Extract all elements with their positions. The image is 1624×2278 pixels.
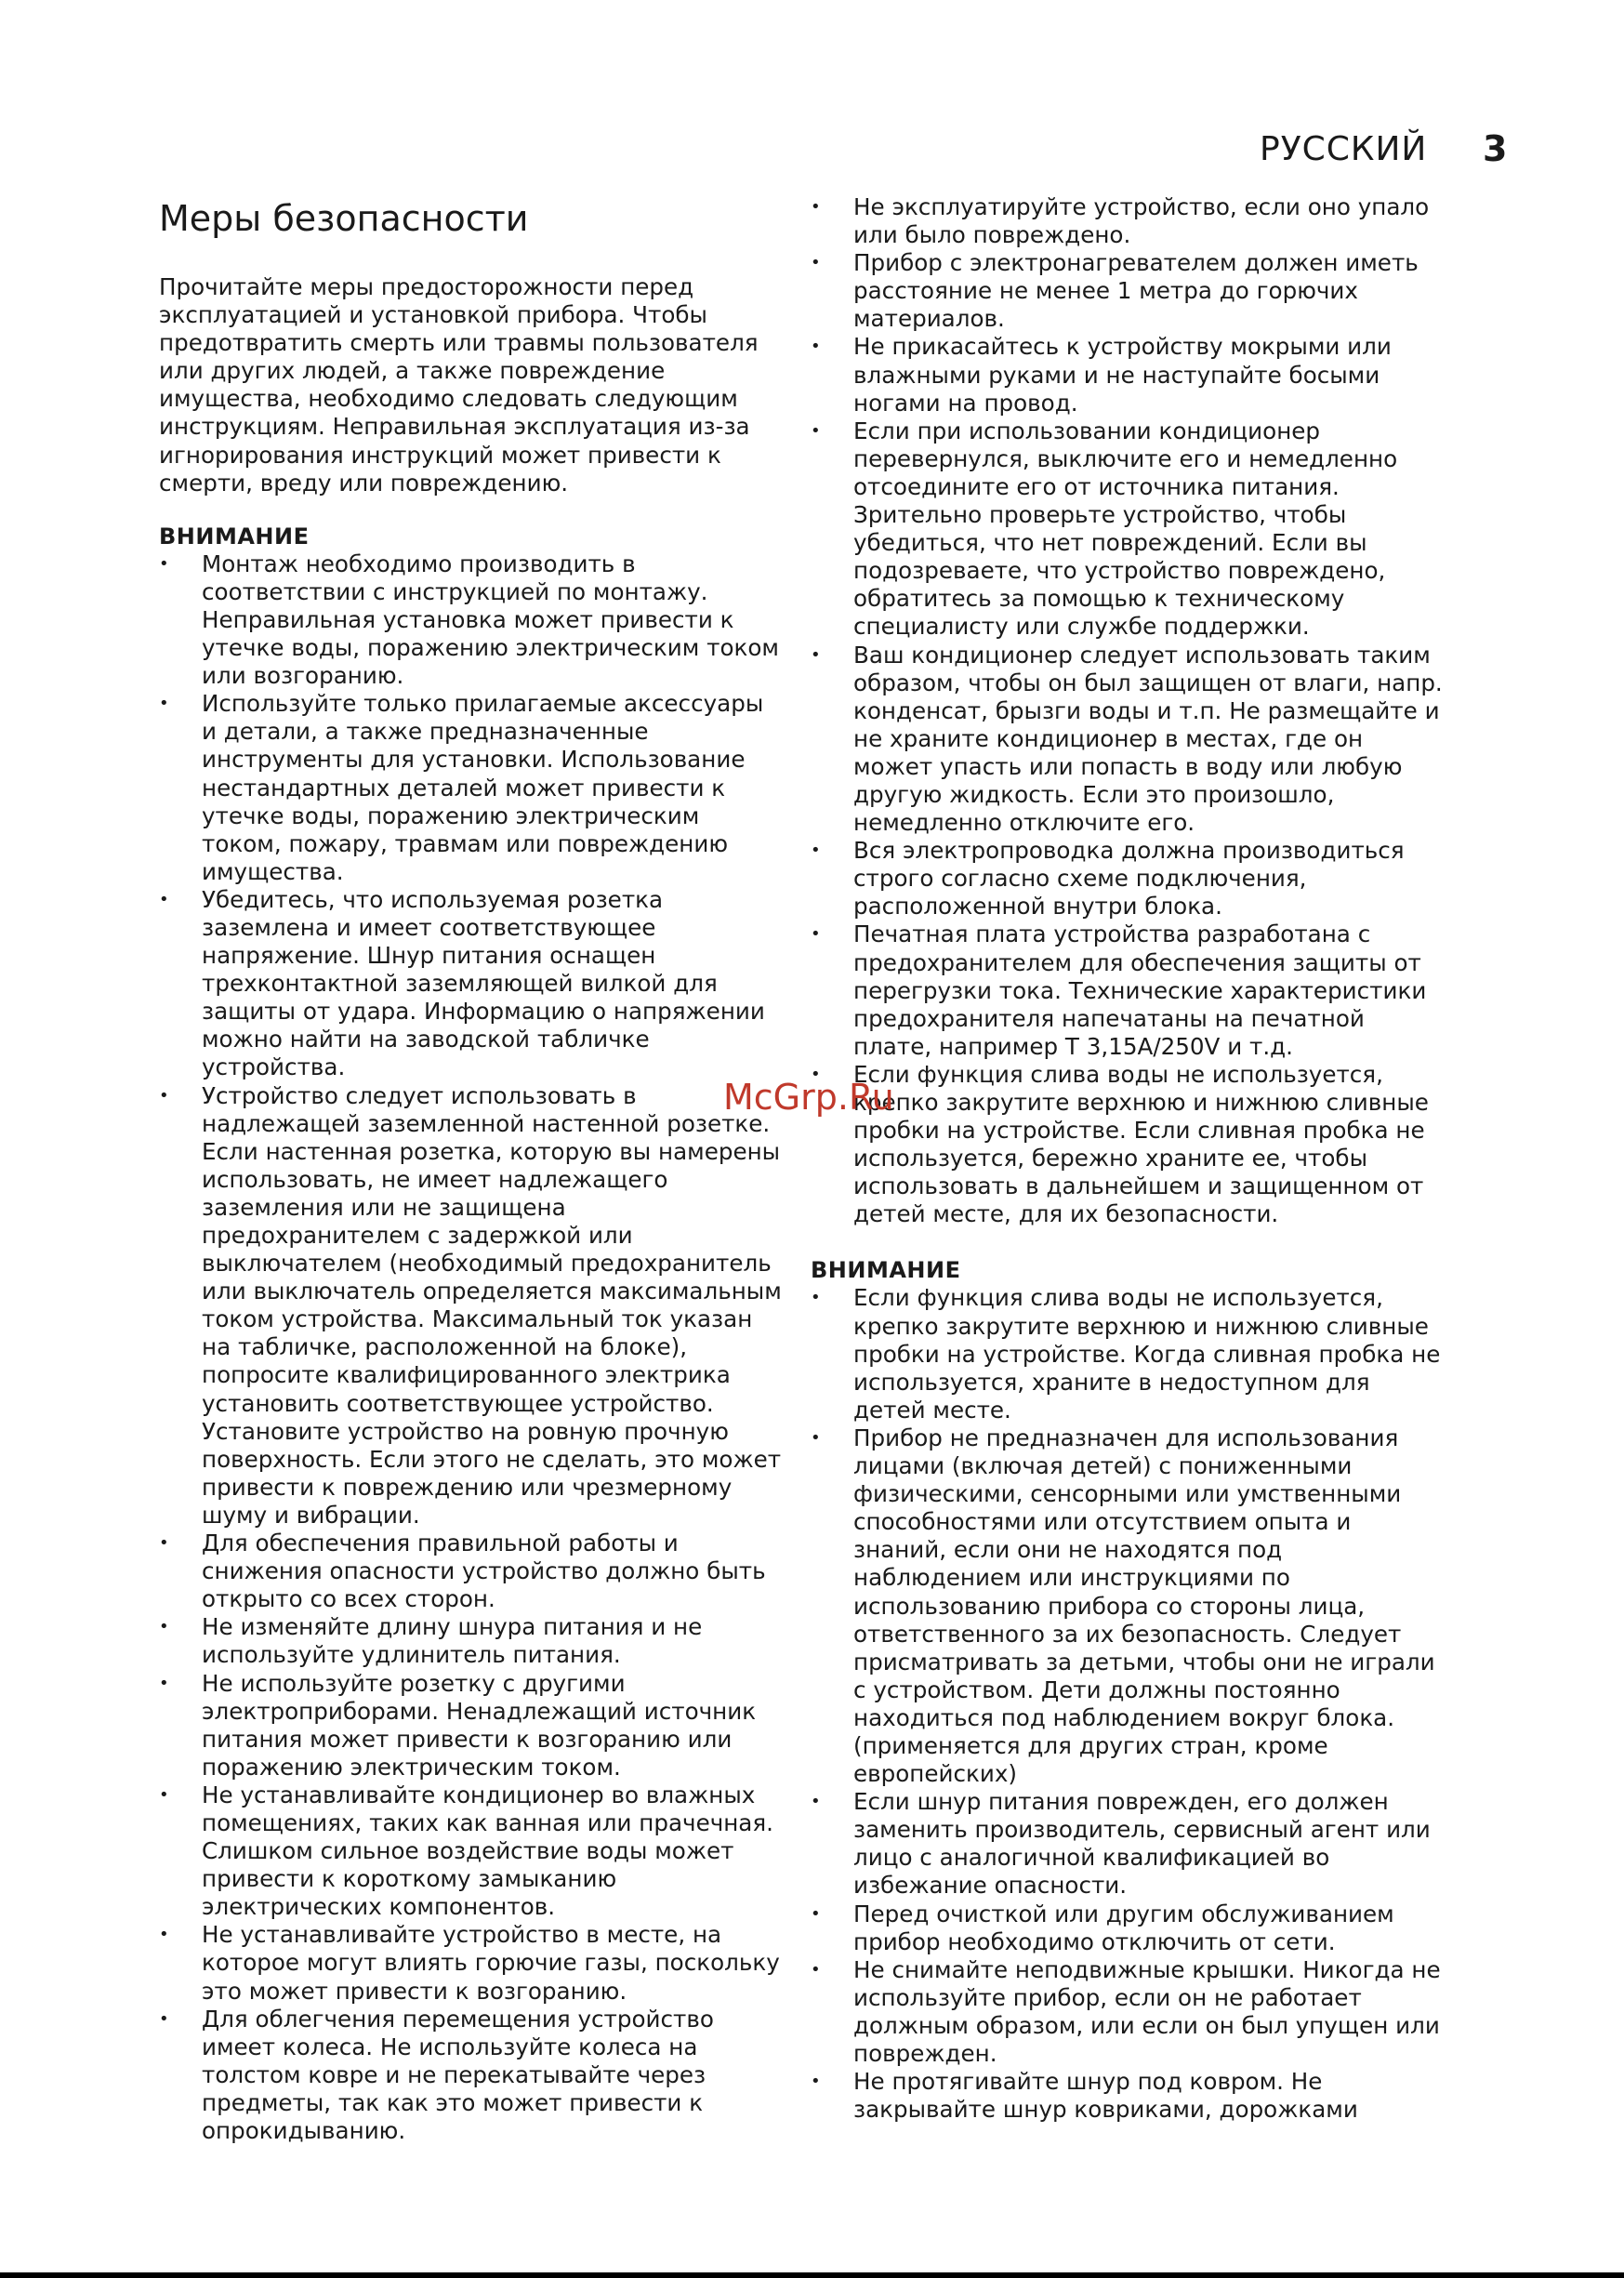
list-item: • Не устанавливайте кондиционер во влажных помещениях, таких как ванная или прачечная. Слишком сильное воздействие воды может привести к короткому замыканию электрических компонентов. bbox=[159, 1781, 782, 1921]
list-item: • Не прикасайтесь к устройству мокрыми или влажными руками и не наступайте босыми ногами на провод. bbox=[811, 333, 1443, 417]
list-item: • Если шнур питания поврежден, его должен заменить производитель, сервисный агент или лицо с аналогичной квалификацией во избежание опасности. bbox=[811, 1788, 1443, 1900]
list-item: • Не протягивайте шнур под ковром. Не закрывайте шнур ковриками, дорожками bbox=[811, 2068, 1443, 2124]
list-item: • Прибор с электронагревателем должен иметь расстояние не менее 1 метра до горючих материалов. bbox=[811, 249, 1443, 333]
list-item: • Ваш кондиционер следует использовать таким образом, чтобы он был защищен от влаги, напр. конденсат, брызги воды и т.п. Не размещайте и не храните кондиционер в местах, где он может упасть или попасть в воду или любую другую жидкость. Если это произошло, немедленно отключите его. bbox=[811, 642, 1443, 838]
list-item: • Не эксплуатируйте устройство, если оно упало или было повреждено. bbox=[811, 193, 1443, 249]
list-item: • Не используйте розетку с другими электроприборами. Ненадлежащий источник питания может привести к возгоранию или поражению электрическим током. bbox=[159, 1670, 782, 1781]
watermark-text: McGrp.Ru bbox=[723, 1077, 894, 1118]
warning-list-right bbox=[811, 1284, 1443, 2124]
section-title: Меры безопасности bbox=[159, 198, 529, 239]
list-item: • Используйте только прилагаемые аксессуары и детали, а также предназначенные инструменты для установки. Использование нестандартных деталей может привести к утечке воды, поражению электрическим током, пожару, травмам или повреждению имущества. bbox=[159, 690, 782, 886]
list-item: • Не снимайте неподвижные крышки. Никогда не используйте прибор, если он не работает должным образом, или если он был упущен или поврежден. bbox=[811, 1956, 1443, 2068]
left-column bbox=[159, 193, 782, 2145]
list-item: • Если при использовании кондиционер перевернулся, выключите его и немедленно отсоедините его от источника питания. Зрительно проверьте устройство, чтобы убедиться, что нет повреждений. Если вы подозреваете, что устройство повреждено, обратитесь за помощью к техническому специалисту или службе поддержки. bbox=[811, 417, 1443, 642]
list-item: • Не изменяйте длину шнура питания и не используйте удлинитель питания. bbox=[159, 1613, 782, 1669]
list-item: • Прибор не предназначен для использования лицами (включая детей) с пониженными физическими, сенсорными или умственными способностями или отсутствием опыта и знаний, если они не находятся под наблюдением или инструкциями по использованию прибора со стороны лица, ответственного за их безопасность. Следует присматривать за детьми, чтобы они не играли с устройством. Дети должны постоянно находиться под наблюдением вокруг блока. (применяется для других стран, кроме европейских) bbox=[811, 1424, 1443, 1788]
list-item: • Печатная плата устройства разработана с предохранителем для обеспечения защиты от перегрузки тока. Технические характеристики предохранителя напечатаны на печатной плате, например T 3,15A/250V и т.д. bbox=[811, 920, 1443, 1060]
warning-list-left bbox=[159, 550, 782, 2145]
safety-list-right bbox=[811, 193, 1443, 1228]
list-item: • Для облегчения перемещения устройство имеет колеса. Не используйте колеса на толстом ковре и не перекатывайте через предметы, так как это может привести к опрокидыванию. bbox=[159, 2006, 782, 2145]
list-item: • Убедитесь, что используемая розетка заземлена и имеет соответствующее напряжение. Шнур питания оснащен трехконтактной заземляющей вилкой для защиты от удара. Информацию о напряжении можно найти на заводской табличке устройства. bbox=[159, 886, 782, 1082]
warning-heading: ВНИМАНИЕ bbox=[811, 1257, 961, 1284]
list-item: • Монтаж необходимо производить в соответствии с инструкцией по монтажу. Неправильная установка может привести к утечке воды, поражению электрическим током или возгоранию. bbox=[159, 550, 782, 690]
list-item: • Если функция слива воды не используется, крепко закрутите верхнюю и нижнюю сливные пробки на устройстве. Если сливная пробка не используется, бережно храните ее, чтобы использовать в дальнейшем и защищенном от детей месте, для их безопасности. bbox=[811, 1061, 1443, 1229]
list-item: • Перед очисткой или другим обслуживанием прибор необходимо отключить от сети. bbox=[811, 1901, 1443, 1956]
list-item: • Для обеспечения правильной работы и снижения опасности устройство должно быть открыто со всех сторон. bbox=[159, 1530, 782, 1613]
list-item: • Если функция слива воды не используется, крепко закрутите верхнюю и нижнюю сливные пробки на устройстве. Когда сливная пробка не используется, храните в недоступном для детей месте. bbox=[811, 1284, 1443, 1424]
list-item: • Устройство следует использовать в надлежащей заземленной настенной розетке. Если настенная розетка, которую вы намерены использовать, не имеет надлежащего заземления или не защищена предохранителем с задержкой или выключателем (необходимый предохранитель или выключатель определяется максимальным током устройства. Максимальный ток указан на табличке, расположенной на блоке), попросите квалифицированного электрика установить соответствующее устройство. Установите устройство на ровную прочную поверхность. Если этого не сделать, это может привести к повреждению или чрезмерному шуму и вибрации. bbox=[159, 1082, 782, 1530]
intro-paragraph: Прочитайте меры предосторожности перед эксплуатацией и установкой прибора. Чтобы предотвратить смерть или травмы пользователя или других людей, а также повреждение имущества, необходимо следовать следующим инструкциям. Неправильная эксплуатация из-за игнорирования инструкций может привести к смерти, вреду или повреждению. bbox=[159, 273, 759, 497]
list-item: • Не устанавливайте устройство в месте, на которое могут влиять горючие газы, поскольку это может привести к возгоранию. bbox=[159, 1921, 782, 2005]
list-item: • Вся электропроводка должна производиться строго согласно схеме подключения, расположенной внутри блока. bbox=[811, 837, 1443, 920]
right-column bbox=[811, 193, 1443, 2124]
bottom-rule bbox=[0, 2272, 1624, 2278]
page-number: 3 bbox=[1483, 128, 1508, 169]
language-label: РУССКИЙ bbox=[1260, 130, 1428, 168]
warning-heading: ВНИМАНИЕ bbox=[159, 523, 310, 550]
